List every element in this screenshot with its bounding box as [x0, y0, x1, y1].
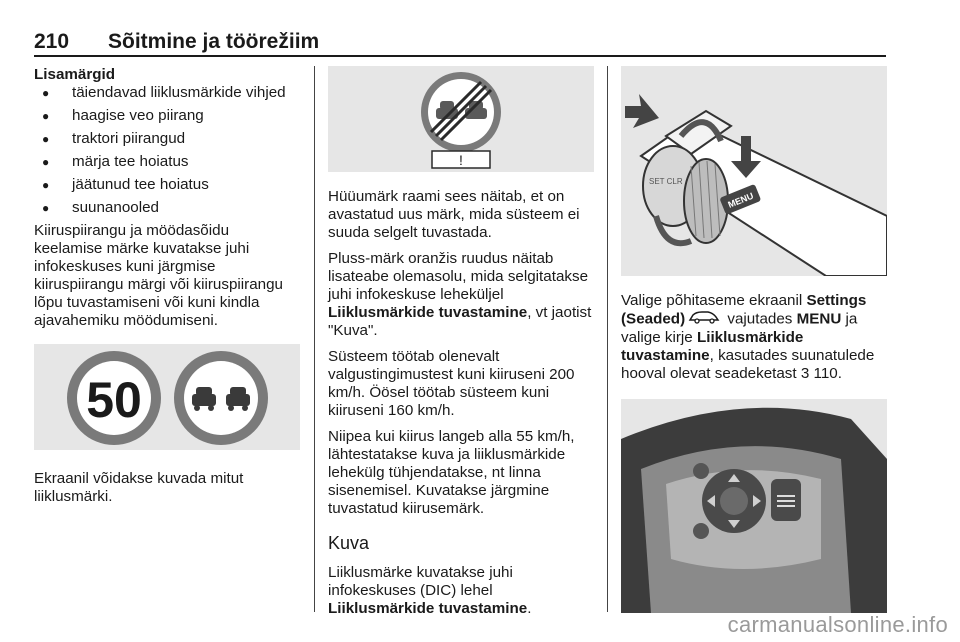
paragraph: Pluss-märk oranžis ruudus näitab lisateabe olemasolu, mida selgitatakse juhi infokeskuse leheküljel Liiklusmärkide tuvastamine, vt jaotist "Kuva".	[328, 250, 592, 339]
paragraph: Kiiruspiirangu ja möödasõidu keelamise märke kuvatakse juhi infokeskuses kuni järgmise kiiruspiirangu märgi või kiiruspiirangu lõpu tuvastamiseni või kuni kindla ajavahemiku möödumiseni.	[34, 222, 284, 329]
turn-signal-stalk-figure	[621, 66, 887, 276]
traffic-signs-figure	[34, 344, 300, 450]
no-overtaking-sign-icon	[174, 351, 268, 445]
header-rule	[34, 55, 886, 57]
column-2	[328, 66, 594, 626]
paragraph: Liiklusmärke kuvatakse juhi infokeskuses (DIC) lehel Liiklusmärkide tuvastamine.	[328, 564, 532, 617]
page-ref-symbol: 3	[800, 365, 810, 382]
watermark: carmanualsonline.info	[727, 612, 948, 637]
link-traffic-sign-recognition: Liiklusmärkide tuvastamine	[328, 304, 528, 321]
speed-limit-sign-icon	[67, 351, 161, 445]
bullet-list	[34, 84, 300, 217]
paragraph: Süsteem töötab olenevalt valgustingimustest kuni kiiruseni 200 km/h. Öösel töötab süsteem kuni kiiruseni 160 km/h.	[328, 348, 575, 419]
turn-signal-lever-icon	[641, 111, 887, 276]
paragraph: Ekraanil võidakse kuvada mitut liiklusmärki.	[34, 470, 244, 505]
column-1	[34, 66, 300, 514]
panel-exclamation-mark: !	[459, 152, 463, 168]
car-icon	[688, 310, 720, 329]
page-title: Sõitmine ja töörežiim	[108, 30, 320, 53]
subheading-additional-signs: Lisamärgid	[34, 66, 116, 83]
list-item: ● haagise veo piirang	[34, 107, 300, 125]
set-clr-label: SET CLR	[649, 177, 683, 186]
list-item: ● traktori piirangud	[34, 130, 300, 148]
list-item: ● märja tee hoiatus	[34, 153, 300, 171]
paragraph: Valige põhitaseme ekraanil Settings (Seaded) vajutades MENU ja valige kirje Liiklusmärkide tuvastamine, kasutades suunatulede hooval olevat seadeketast 3 110.	[621, 292, 875, 382]
end-of-no-overtaking-figure	[328, 66, 594, 172]
page-number: 210	[34, 30, 70, 53]
column-divider-2	[607, 66, 608, 612]
list-item: ● jäätunud tee hoiatus	[34, 176, 300, 194]
end-no-overtaking-sign-icon	[421, 72, 501, 152]
page-header	[34, 30, 886, 54]
column-divider-1	[314, 66, 315, 612]
column-3	[621, 66, 887, 613]
steering-wheel-controls-figure	[621, 399, 887, 613]
list-item: ● suunanooled	[34, 199, 300, 217]
paragraph: Niipea kui kiirus langeb alla 55 km/h, lähtestatakse kuva ja liiklusmärkide lehekülg tühjendatakse, nt linna sisenemisel. Kuvatakse järgmine tuvastatud kiirusemärk.	[328, 428, 575, 517]
paragraph: Hüüumärk raami sees näitab, et on avastatud uus märk, mida süsteem ei suuda selgelt tuvastada.	[328, 188, 580, 241]
section-heading-display: Kuva	[328, 533, 370, 553]
menu-button-label: MENU	[726, 190, 755, 210]
list-item: ● täiendavad liiklusmärkide vihjed	[34, 84, 300, 102]
speed-limit-value: 50	[86, 372, 142, 428]
